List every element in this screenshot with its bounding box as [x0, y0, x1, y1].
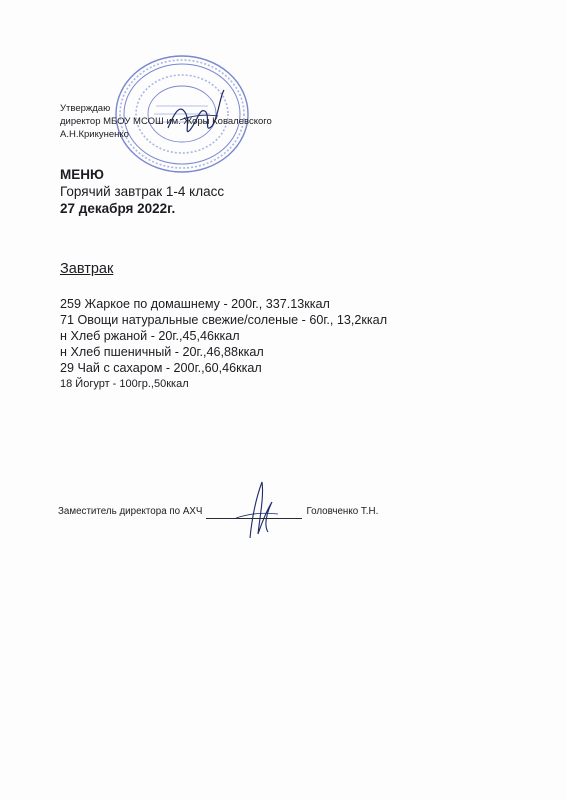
approval-label: Утверждаю: [60, 103, 111, 114]
menu-item: 71 Овощи натуральные свежие/соленые - 60г., 13,2ккал: [60, 313, 388, 327]
footer-position: Заместитель директора по АХЧ: [58, 506, 203, 517]
signature-underline: [206, 508, 302, 519]
footer-name: Головченко Т.Н.: [306, 506, 379, 517]
menu-subtitle: Горячий завтрак 1-4 класс: [60, 184, 225, 199]
menu-title: МЕНЮ: [60, 167, 104, 182]
section-heading: Завтрак: [60, 261, 114, 277]
menu-item: н Хлеб пшеничный - 20г.,46,88ккал: [60, 345, 264, 359]
menu-header: [60, 166, 224, 217]
approval-name: А.Н.Крикуненко: [60, 129, 129, 140]
approval-position: директор МБОУ МСОШ им. Жоры Ковалевского: [60, 116, 272, 127]
menu-item: 259 Жаркое по домашнему - 200г., 337.13ккал: [60, 297, 330, 311]
menu-items-list: [60, 296, 387, 392]
menu-date: 27 декабря 2022г.: [60, 201, 176, 216]
footer-signature-line: [58, 505, 378, 519]
menu-item: 18 Йогурт - 100гр.,50ккал: [60, 378, 189, 390]
menu-item: 29 Чай с сахаром - 200г.,60,46ккал: [60, 361, 262, 375]
menu-item: н Хлеб ржаной - 20г.,45,46ккал: [60, 329, 240, 343]
approval-block: [60, 102, 272, 141]
